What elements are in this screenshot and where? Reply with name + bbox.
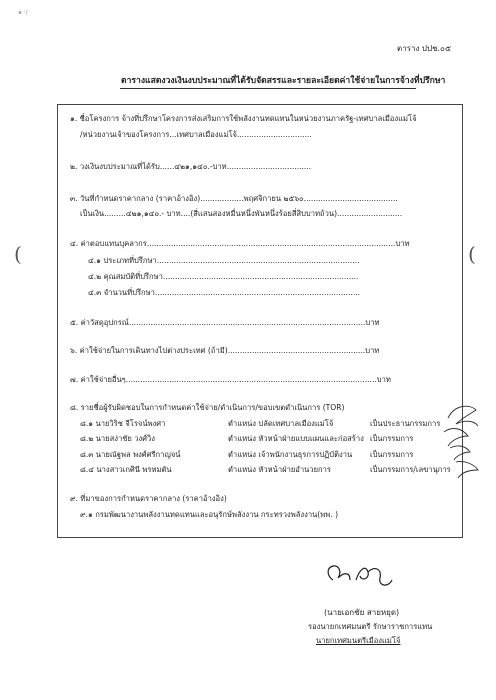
materials-cost: ๕. ค่าวัสดุอุปกรณ์..................................................................................................บาท <box>70 318 380 327</box>
page-corner-mark: ๑ ·/ <box>18 9 28 16</box>
page-heading: ตารางแสดงวงเงินงบประมาณที่ได้รับจัดสรรและรายละเอียดค่าใช้จ่ายในการจ้างที่ปรึกษา <box>121 76 446 86</box>
committee-member-position: ตำแหน่ง หัวหน้าฝ่ายแบบแผนและก่อสร้าง <box>228 434 364 443</box>
signatory-name: (นายเอกชัย สายหยุด) <box>324 608 400 617</box>
committee-member-position: ตำแหน่ง เจ้าพนักงานธุรการปฏิบัติงาน <box>228 450 353 459</box>
committee-member-position: ตำแหน่ง ปลัดเทศบาลเมืองแม่โจ้ <box>228 419 334 428</box>
committee-member-role: เป็นกรรมการ <box>370 434 414 443</box>
reference-price-amount: เป็นเงิน.........๔๒๑,๑๔๐.- บาท....(สี่แสนสองหมื่นหนึ่งพันหนึ่งร้อยสี่สิบบาทถ้วน)........................... <box>80 209 403 218</box>
reference-price-date: ๓. วันที่กำหนดราคากลาง (ราคาอ้างอิง)..................พฤศจิกายน ๒๕๖๐....................................... <box>70 194 398 203</box>
committee-member-name: ๘.๑ นายวิริช จีโรจน์พงศา <box>80 419 166 428</box>
project-name-line2: /หน่วยงานเจ้าของโครงการ...เทศบาลเมืองแม่โจ้............................... <box>80 130 312 139</box>
committee-member-name: ๘.๒ นายสง่าชัย วงศ์วิง <box>80 434 155 443</box>
form-id: ตาราง ปปช.๐๕ <box>397 44 451 53</box>
budget-amount: ๒. วงเงินงบประมาณที่ได้รับ......๔๒๑,๑๔๐.-บาท................................... <box>70 162 312 171</box>
committee-heading: ๘. รายชื่อผู้รับผิดชอบในการกำหนดค่าใช้จ่าย/ดำเนินการ/ขอบเขตดำเนินการ (TOR) <box>70 403 345 412</box>
personnel-qualification: ๔.๒ คุณสมบัติที่ปรึกษา................................................................................. <box>88 272 359 281</box>
personnel-type: ๔.๑ ประเภทที่ปรึกษา.................................................................................... <box>88 256 360 265</box>
committee-member-role: เป็นกรรมการ <box>370 450 414 459</box>
punch-hole-right: ( <box>468 242 476 266</box>
committee-member-position: ตำแหน่ง หัวหน้าฝ่ายอำนวยการ <box>228 465 331 474</box>
signatory-title: รองนายกเทศมนตรี รักษาราชการแทน <box>308 622 433 631</box>
signatory-title-2: นายกเทศมนตรีเมืองแม่โจ้ <box>316 636 401 645</box>
committee-member-role: เป็นกรรมการ/เลขานุการ <box>370 465 451 474</box>
committee-member-role: เป็นประธานกรรมการ <box>370 419 441 428</box>
travel-cost: ๖. ค่าใช้จ่ายในการเดินทางไปต่างประเทศ (ถ้ามี).........................................................บาท <box>70 346 380 355</box>
committee-member-name: ๘.๔ นางสาวเกศินี พรหมตัน <box>80 465 172 474</box>
punch-hole-left: ( <box>14 242 22 266</box>
personnel-cost: ๔. ค่าตอบแทนบุคลากร.......................................................................................................บาท <box>70 239 410 248</box>
project-name-line1: ๑. ชื่อโครงการ จ้างที่ปรึกษาโครงการส่งเสริมการใช้พลังงานทดแทนในหน่วยงานภาครัฐ-เทศบาลเมืองแม่โจ้ <box>70 114 417 123</box>
reference-source-heading: ๙. ที่มาของการกำหนดราคากลาง (ราคาอ้างอิง) <box>70 494 227 503</box>
other-cost: ๗. ค่าใช้จ่ายอื่นๆ........................................................................................................บาท <box>70 375 391 384</box>
committee-member-name: ๘.๓ นายณัฐพล พงศ์ศรีกาญจน์ <box>80 450 181 459</box>
reference-source: ๙.๑ กรมพัฒนางานพลังงานทดแทนและอนุรักษ์พลังงาน กระทรวงพลังงาน(พพ. ) <box>80 510 339 519</box>
personnel-count: ๔.๓ จำนวนที่ปรึกษา..................................................................................... <box>88 288 361 297</box>
